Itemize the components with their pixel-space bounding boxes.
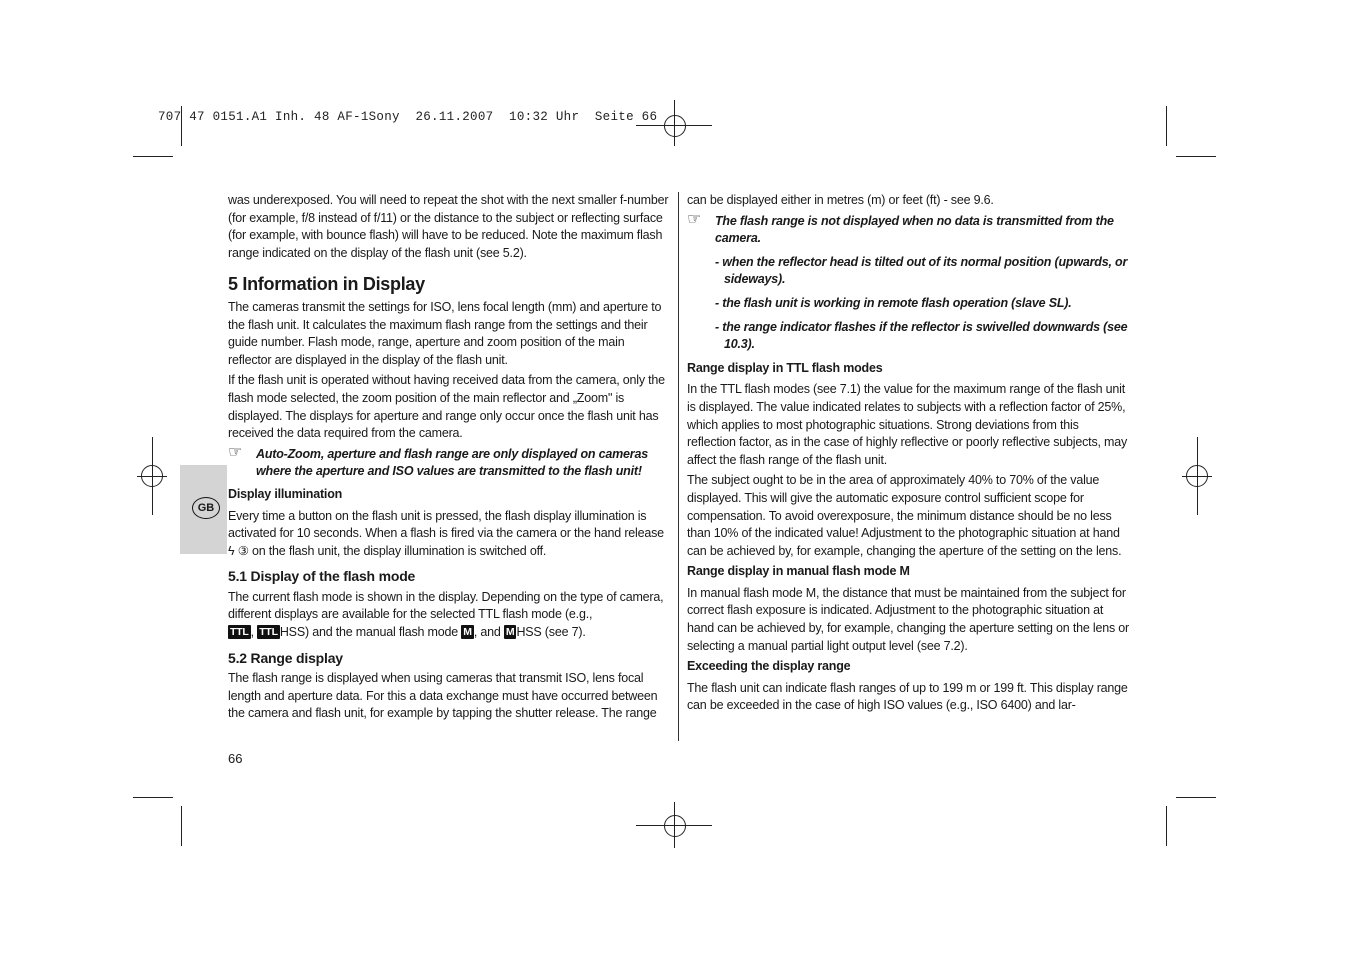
note xyxy=(687,210,1130,248)
subheading-display-illumination: Display illumination xyxy=(228,486,343,501)
crop-mark xyxy=(1166,106,1167,146)
pointing-hand-icon: ☞ xyxy=(687,210,702,228)
paragraph: The current flash mode is shown in the display. Depending on the type of camera, different displays are available for the selected TTL flash mode (e.g., TTL , TTL HSS) and the manual flash mode M , and M HSS (see 7). xyxy=(228,589,664,640)
crop-mark xyxy=(1176,797,1216,798)
print-header: 707 47 0151.A1 Inh. 48 AF-1Sony 26.11.2007 10:32 Uhr Seite 66 xyxy=(158,110,658,124)
crop-mark xyxy=(1166,806,1167,846)
list-item: - the range indicator flashes if the reflector is swivelled downwards (see 10.3). xyxy=(715,319,1128,352)
paragraph: In the TTL flash modes (see 7.1) the value for the maximum range of the flash unit is displayed. The value indicated relates to subjects with a reflection factor of 25%, which applies to most photographic situations. Strong deviations from this reflection factor, as in the case of highly reflective or poorly reflective subjects, may affect the flash range of the flash unit. xyxy=(687,382,1128,467)
crop-mark xyxy=(133,156,173,157)
paragraph: In manual flash mode M, the distance that must be maintained from the subject for correct flash exposure is indicated. Adjustment to the photographic situation at hand can be achieved by, for example, changing the aperture setting on the lens or selecting a manual partial light output level (see 7.2). xyxy=(687,585,1130,653)
intro-paragraph: can be displayed either in metres (m) or feet (ft) - see 9.6. xyxy=(687,193,994,207)
flash-bolt-icon: ϟ xyxy=(228,543,235,558)
paragraph: The subject ought to be in the area of approximately 40% to 70% of the value displayed. This will give the automatic exposure control sufficient scope for compensation. To avoid overexposure, the minimum distance should be no less than 10% of the indicated value! Adjustment to the photographic situation at hand can be achieved by, for example, changing the aperture of the setting on the lens. xyxy=(687,473,1122,558)
column-divider xyxy=(678,192,679,741)
circled-number: ③ xyxy=(237,543,249,558)
list-item: - the flash unit is working in remote flash operation (slave SL). xyxy=(715,295,1072,310)
note xyxy=(228,443,671,481)
subsection-title-5-2: 5.2 Range display xyxy=(228,649,343,666)
registration-mark-icon xyxy=(1182,437,1212,515)
page-number: 66 xyxy=(228,751,243,766)
left-column xyxy=(228,192,671,726)
paragraph: The flash range is displayed when using cameras that transmit ISO, lens focal length and aperture data. For this a data exchange must have occurred between the camera and flash unit, for example by tapping the shutter release. The range xyxy=(228,671,658,721)
ttl-badge: TTL xyxy=(230,626,249,639)
right-column xyxy=(687,192,1130,718)
crop-mark xyxy=(181,806,182,846)
list-item: - when the reflector head is tilted out of its normal position (upwards, or sideways). xyxy=(715,254,1128,287)
crop-mark xyxy=(1176,156,1216,157)
language-badge: GB xyxy=(192,497,220,519)
subheading-ttl-range: Range display in TTL flash modes xyxy=(687,360,883,375)
ttl-hss-badge: TTL xyxy=(259,626,278,639)
crop-mark xyxy=(133,797,173,798)
pointing-hand-icon: ☞ xyxy=(228,443,243,461)
note-text: Auto-Zoom, aperture and flash range are only displayed on cameras where the aperture and ISO values are transmitted to the flash unit! xyxy=(256,446,648,479)
subheading-manual-range: Range display in manual flash mode M xyxy=(687,564,910,579)
intro-paragraph: was underexposed. You will need to repeat the shot with the next smaller f-number (for example, f/8 instead of f/11) or the distance to the subject or reflecting surface (for example, with bounce flash) will have to be reduced. Note the maximum flash range indicated on the display of the flash unit (see 5.2). xyxy=(228,193,669,260)
paragraph: If the flash unit is operated without having received data from the camera, only the flash mode selected, the zoom position of the main reflector and „Zoom" is displayed. The displays for aperture and range only occur once the flash unit has received the data required from the camera. xyxy=(228,373,665,441)
paragraph: The cameras transmit the settings for ISO, lens focal length (mm) and aperture to the flash unit. It calculates the maximum flash range from the settings and their guide number. Flash mode, range, aperture and zoom position of the main reflector are displayed in the display of the flash unit. xyxy=(228,299,662,367)
registration-mark-icon xyxy=(636,802,712,848)
manual-hss-badge: M xyxy=(505,626,515,639)
paragraph: Every time a button on the flash unit is pressed, the flash display illumination is activated for 10 seconds. When a flash is fired via the camera or the hand release ϟ ③ on the flash unit, the display illumination is switched off. xyxy=(228,508,664,558)
note-text: The flash range is not displayed when no data is transmitted from the camera. xyxy=(715,213,1114,246)
section-title: 5 Information in Display xyxy=(228,274,425,295)
paragraph: The flash unit can indicate flash ranges of up to 199 m or 199 ft. This display range can be exceeded in the case of high ISO values (e.g., ISO 6400) and lar- xyxy=(687,680,1128,713)
manual-badge: M xyxy=(463,626,472,639)
subheading-exceeding-range: Exceeding the display range xyxy=(687,659,851,674)
subsection-title-5-1: 5.1 Display of the flash mode xyxy=(228,568,416,585)
registration-mark-icon xyxy=(137,437,167,515)
